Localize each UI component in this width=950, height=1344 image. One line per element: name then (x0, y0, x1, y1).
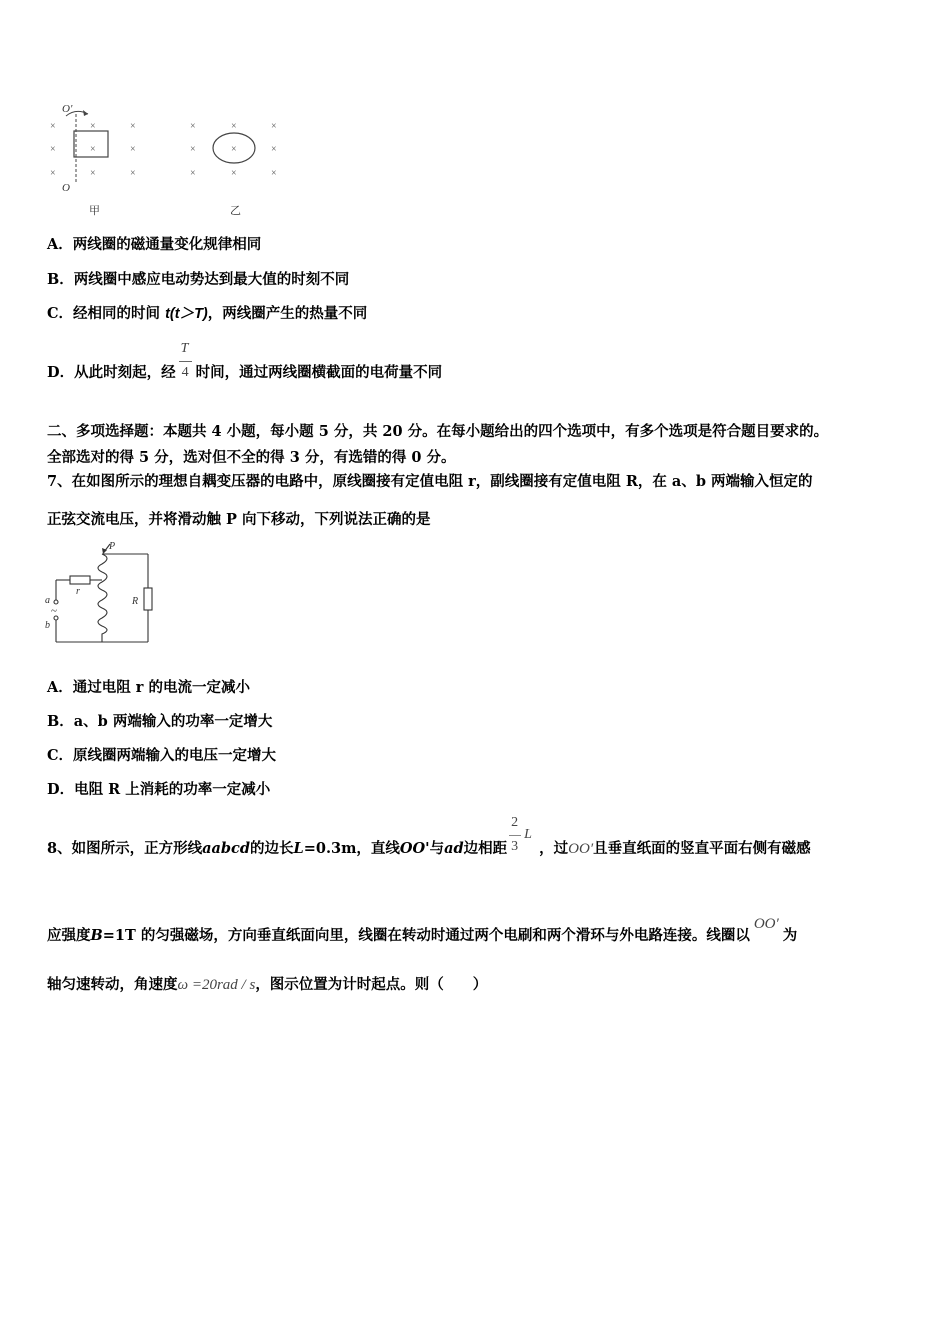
q6-option-b: B．两线圈中感应电动势达到最大值的时刻不同 (47, 271, 350, 288)
fraction-numerator: T (180, 341, 189, 356)
q7-option-c: C．原线圈两端输入的电压一定增大 (47, 747, 277, 764)
svg-text:×: × (130, 121, 136, 132)
q8-var-oo: OO' (399, 840, 430, 857)
q6-option-d-text: D．从此时刻起，经 (47, 364, 176, 381)
q6-option-d (47, 341, 443, 382)
q8-text-7: 且垂直纸面的竖直平面右侧有磁感 (593, 840, 811, 857)
svg-text:×: × (231, 121, 237, 132)
q8-text-12: ，图示位置为计时起点。则（ ） (255, 976, 488, 993)
svg-text:×: × (90, 121, 96, 132)
field-crosses-right (190, 121, 277, 179)
svg-text:×: × (190, 144, 196, 155)
q8-text-5: 边相距 (463, 840, 508, 857)
label-p: P (109, 541, 116, 552)
section-2-heading: 二、多项选择题：本题共 4 小题，每小题 5 分，共 20 分。在每小题给出的四个选项中，有多个选项是符合题目要求的。 (47, 423, 829, 440)
q6-option-c-text: C．经相同的时间 (47, 305, 166, 322)
svg-text:×: × (271, 121, 277, 132)
label-r: r (76, 586, 80, 597)
q8-text-6: ，过 (539, 840, 569, 857)
q8-text-3: =0.3m，直线 (303, 840, 400, 857)
figure-autotransformer (42, 538, 157, 648)
q6-option-a: A．两线圈的磁通量变化规律相同 (47, 236, 262, 253)
q6-option-d-tail: 时间，通过两线圈横截面的电荷量不同 (195, 364, 443, 381)
q8-math-oo-axis: OO′ (753, 916, 779, 932)
svg-text:×: × (50, 168, 56, 179)
fraction-two-thirds-l (509, 815, 537, 858)
svg-text:×: × (130, 144, 136, 155)
q8-text-11: 轴匀速转动，角速度 (47, 976, 178, 993)
q8-var-aabcd: aabcd (202, 840, 250, 857)
ac-source-symbol: ~ (51, 605, 57, 617)
label-a: a (45, 595, 50, 606)
svg-text:×: × (190, 168, 196, 179)
frac-numerator: 2 (511, 815, 519, 830)
q8-var-b: B (90, 927, 103, 944)
q6-option-c-math: t(t＞T) (165, 306, 208, 322)
q8-stem-line-1 (47, 815, 811, 858)
q7-stem-line-2: 正弦交流电压，并将滑动触 P 向下移动，下列说法正确的是 (47, 511, 431, 528)
q8-text-4: 与 (429, 840, 445, 857)
q7-stem-line-1: 7、在如图所示的理想自耦变压器的电路中，原线圈接有定值电阻 r，副线圈接有定值电阻 R，在 a、b 两端输入恒定的 (47, 473, 813, 490)
section-2-scoring: 全部选对的得 5 分，选对但不全的得 3 分，有选错的得 0 分。 (47, 449, 456, 466)
svg-text:×: × (231, 168, 237, 179)
q8-var-ad: ad (444, 840, 464, 857)
svg-text:×: × (90, 168, 96, 179)
figure-coils (42, 96, 292, 222)
q8-text-9: =1T 的匀强磁场，方向垂直纸面向里，线圈在转动时通过两个电刷和两个滑环与外电路连接。线圈以 (102, 927, 750, 944)
label-yi: 乙 (230, 205, 241, 217)
label-o-prime: O' (62, 103, 73, 115)
q8-text-8: 应强度 (47, 927, 91, 944)
q7-option-a: A．通过电阻 r 的电流一定减小 (47, 679, 250, 696)
q8-stem-line-2 (47, 916, 798, 945)
svg-text:×: × (50, 121, 56, 132)
q7-option-d: D．电阻 R 上消耗的功率一定减小 (47, 781, 271, 798)
q8-var-l: L (293, 840, 304, 857)
q7-option-b: B．a、b 两端输入的功率一定增大 (47, 713, 273, 730)
label-big-r: R (132, 596, 139, 607)
svg-text:×: × (231, 144, 237, 155)
svg-text:×: × (90, 144, 96, 155)
q8-text-2: 的边长 (250, 840, 294, 857)
q8-text-10: 为 (782, 927, 798, 944)
q8-math-oo-prime: OO′ (568, 841, 594, 857)
coils-diagram (42, 96, 292, 222)
circuit-diagram (42, 538, 157, 648)
frac-l: L (524, 827, 532, 842)
label-b: b (45, 620, 50, 631)
q6-option-c-tail: ，两线圈产生的热量不同 (207, 305, 368, 322)
svg-text:×: × (271, 144, 277, 155)
fraction-denominator: 4 (181, 365, 189, 380)
svg-text:×: × (271, 168, 277, 179)
frac-denominator: 3 (511, 839, 519, 854)
q6-option-c (47, 305, 367, 323)
svg-text:×: × (190, 121, 196, 132)
svg-text:×: × (50, 144, 56, 155)
svg-text:×: × (130, 168, 136, 179)
label-o: O (62, 182, 70, 194)
q8-stem-line-3 (47, 976, 487, 994)
q8-math-omega: ω =20rad / s (177, 977, 256, 993)
label-jia: 甲 (89, 205, 100, 217)
field-crosses-left (50, 121, 136, 179)
fraction-t-over-4 (178, 341, 194, 382)
q8-text-1: 8、如图所示，正方形线 (47, 840, 203, 857)
